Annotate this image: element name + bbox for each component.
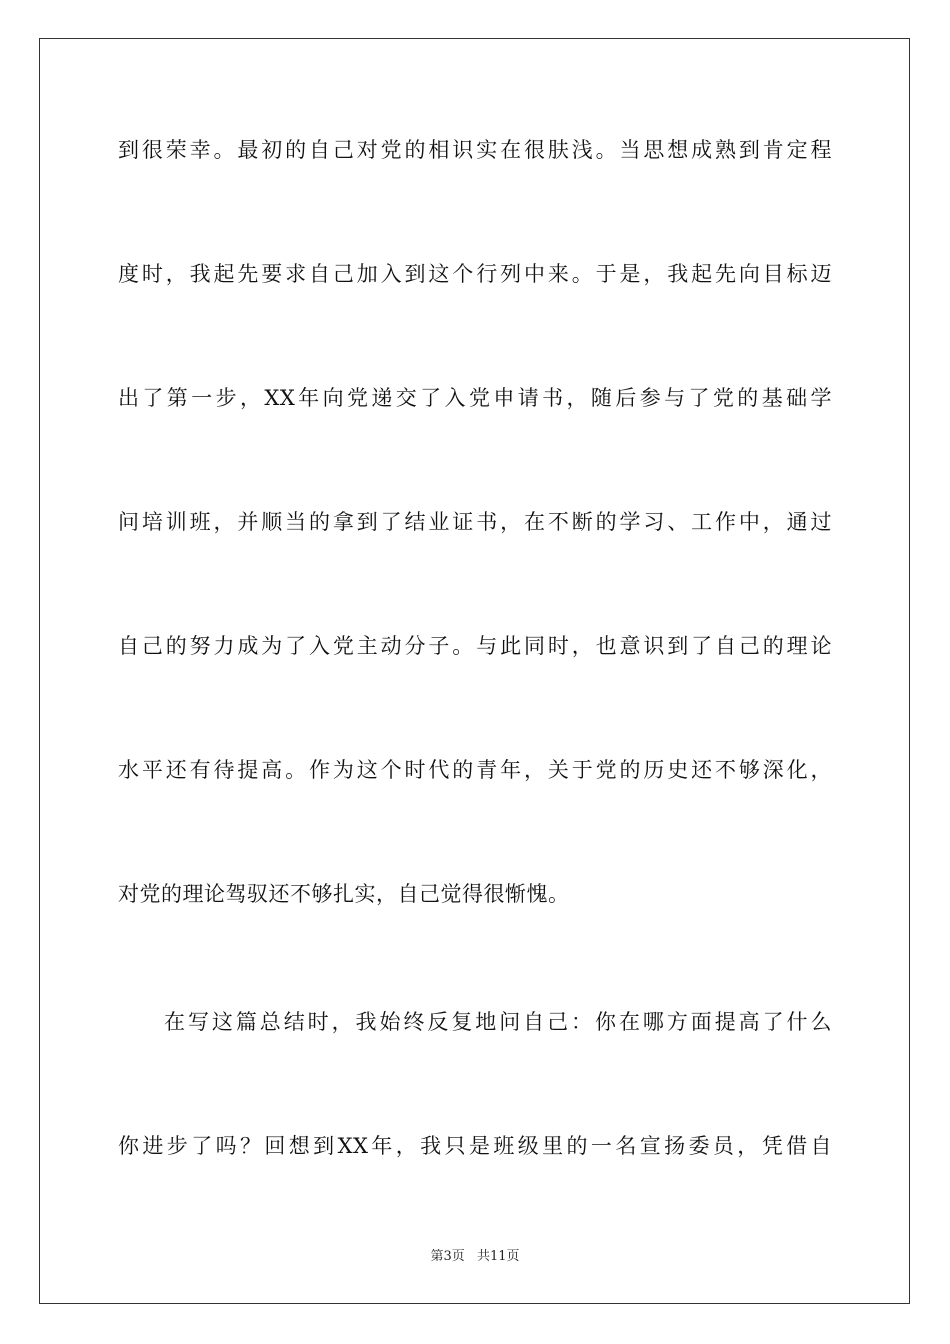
text-line: 问培训班，并顺当的拿到了结业证书，在不断的学习、工作中，通过 [118,510,832,534]
text-line: 你进步了吗？回想到XX年，我只是班级里的一名宣扬委员，凭借自 [118,1134,832,1158]
page-footer [0,1248,950,1266]
text-line: 对党的理论驾驭还不够扎实，自己觉得很惭愧。 [118,882,570,906]
text-line: 出了第一步，XX年向党递交了入党申请书，随后参与了党的基础学 [118,386,832,410]
page-border [39,38,910,1304]
text-line: 自己的努力成为了入党主动分子。与此同时，也意识到了自己的理论 [118,634,832,658]
text-line: 度时，我起先要求自己加入到这个行列中来。于是，我起先向目标迈 [118,262,832,286]
page-number: 第3页 [430,1249,465,1264]
page-total: 共11页 [476,1249,520,1264]
text-line: 到很荣幸。最初的自己对党的相识实在很肤浅。当思想成熟到肯定程 [118,138,832,162]
text-line-paragraph-start: 在写这篇总结时，我始终反复地问自己：你在哪方面提高了什么 [164,1010,832,1034]
text-line: 水平还有待提高。作为这个时代的青年，关于党的历史还不够深化， [118,758,832,782]
